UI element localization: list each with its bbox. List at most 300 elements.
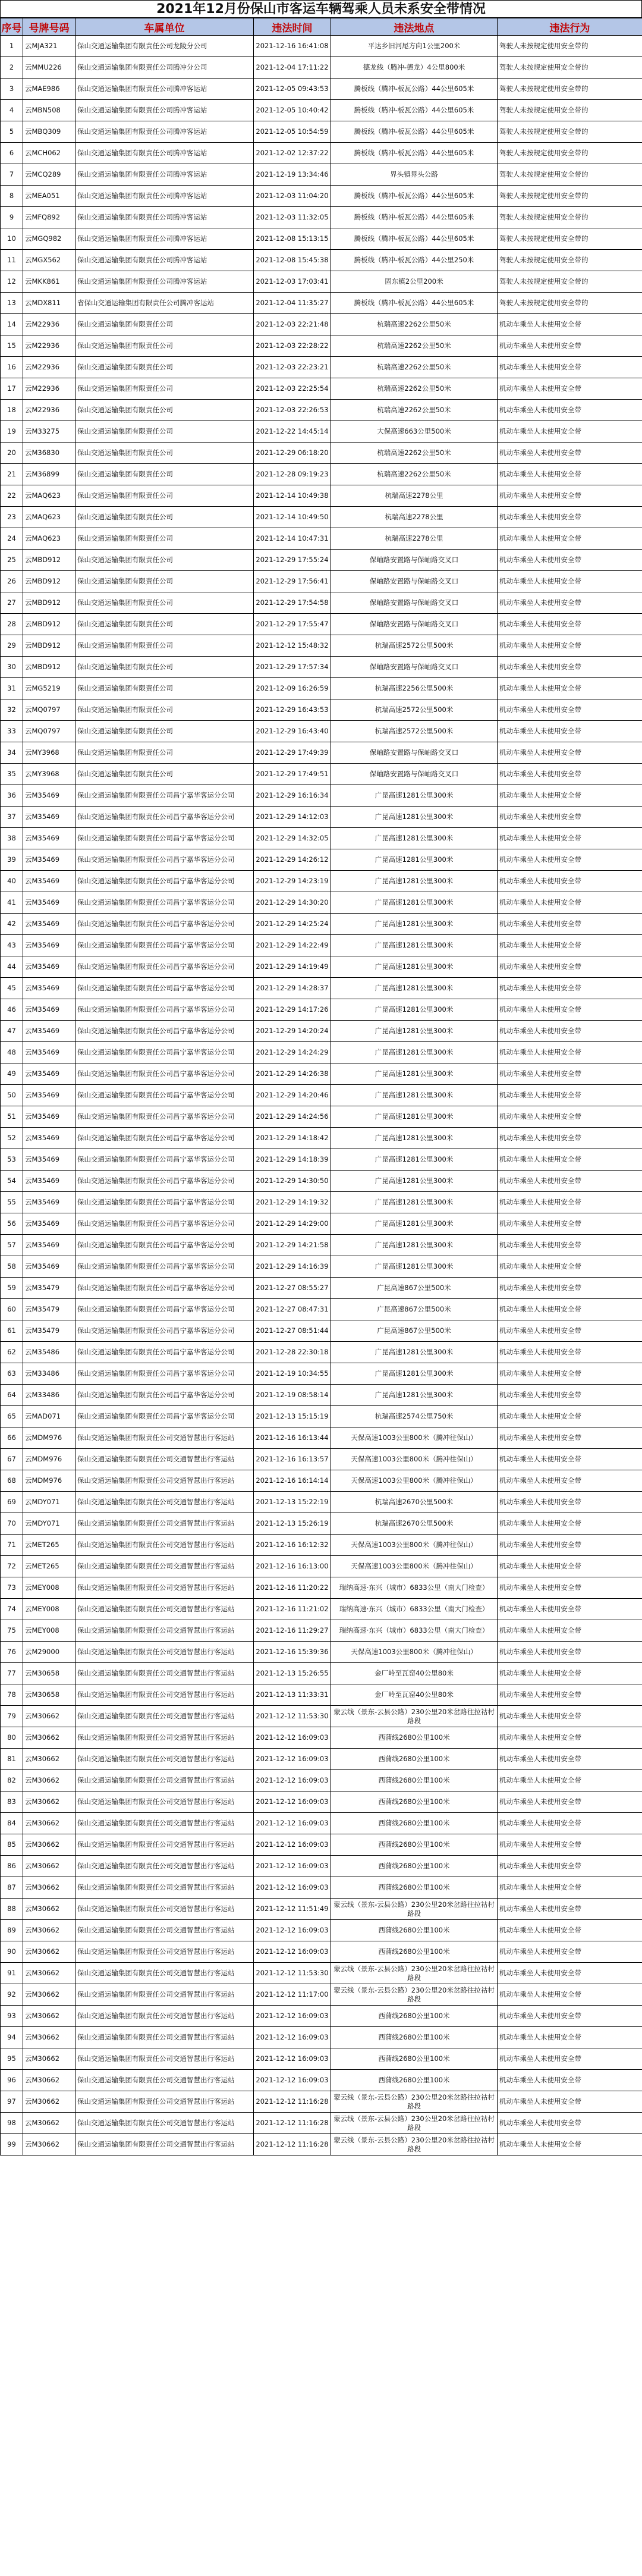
cell-plate: 云M22936 [23, 378, 75, 400]
table-row [1, 1899, 642, 1920]
cell-time: 2021-12-16 15:39:36 [254, 1642, 331, 1663]
table-row [1, 485, 642, 507]
cell-time: 2021-12-12 11:16:28 [254, 2113, 331, 2134]
cell-violation: 驾驶人未按规定使用安全带的 [498, 164, 642, 186]
cell-time: 2021-12-29 14:12:03 [254, 807, 331, 828]
cell-location: 广昆高速1281公里300米 [331, 999, 498, 1021]
violation-table [0, 18, 642, 2155]
cell-plate: 云M35469 [23, 956, 75, 978]
table-row [1, 1021, 642, 1042]
cell-location: 蒙云线（景东-云县公路）230公里20米岔路往拉祜村路段 [331, 2134, 498, 2155]
cell-index: 88 [1, 1899, 23, 1920]
cell-plate: 云MQ0797 [23, 721, 75, 742]
cell-time: 2021-12-03 22:28:22 [254, 335, 331, 357]
cell-violation: 机动车乘坐人未使用安全带 [498, 2027, 642, 2048]
cell-plate: 云M30662 [23, 1984, 75, 2006]
cell-unit: 保山交通运输集团有限责任公司交通智慧出行客运站 [75, 1449, 254, 1470]
cell-time: 2021-12-28 09:19:23 [254, 464, 331, 485]
cell-plate: 云M30662 [23, 1706, 75, 1727]
cell-unit: 保山交通运输集团有限责任公司交通智慧出行客运站 [75, 1770, 254, 1791]
cell-location: 杭瑞高速2262公里50米 [331, 464, 498, 485]
cell-time: 2021-12-29 14:24:56 [254, 1106, 331, 1128]
cell-violation: 机动车乘坐人未使用安全带 [498, 1941, 642, 1963]
cell-unit: 保山交通运输集团有限责任公司腾冲客运站 [75, 228, 254, 250]
table-row [1, 528, 642, 550]
cell-index: 93 [1, 2006, 23, 2027]
cell-unit: 保山交通运输集团有限责任公司交通智慧出行客运站 [75, 2006, 254, 2027]
cell-unit: 保山交通运输集团有限责任公司 [75, 699, 254, 721]
table-row [1, 699, 642, 721]
cell-unit: 保山交通运输集团有限责任公司昌宁嘉华客运分公司 [75, 1406, 254, 1427]
cell-plate: 云M30662 [23, 1834, 75, 1856]
cell-index: 56 [1, 1213, 23, 1235]
cell-plate: 云M22936 [23, 400, 75, 421]
table-row [1, 1213, 642, 1235]
cell-index: 45 [1, 978, 23, 999]
cell-index: 25 [1, 550, 23, 571]
table-row [1, 1299, 642, 1320]
cell-plate: 云M30662 [23, 1856, 75, 1877]
cell-plate: 云MAQ623 [23, 507, 75, 528]
cell-unit: 保山交通运输集团有限责任公司交通智慧出行客运站 [75, 1577, 254, 1599]
cell-unit: 保山交通运输集团有限责任公司昌宁嘉华客运分公司 [75, 1149, 254, 1171]
cell-time: 2021-12-12 16:09:03 [254, 1727, 331, 1749]
cell-plate: 云M33275 [23, 421, 75, 443]
col-header-index: 序号 [1, 18, 23, 36]
cell-unit: 保山交通运输集团有限责任公司 [75, 314, 254, 335]
cell-violation: 机动车乘坐人未使用安全带 [498, 1021, 642, 1042]
cell-index: 72 [1, 1556, 23, 1577]
cell-violation: 机动车乘坐人未使用安全带 [498, 1320, 642, 1342]
cell-unit: 保山交通运输集团有限责任公司 [75, 335, 254, 357]
cell-location: 广昆高速1281公里300米 [331, 1171, 498, 1192]
table-row [1, 1042, 642, 1063]
cell-unit: 保山交通运输集团有限责任公司交通智慧出行客运站 [75, 2134, 254, 2155]
cell-location: 天保高速1003公里800米（腾冲往保山） [331, 1449, 498, 1470]
cell-time: 2021-12-05 09:43:53 [254, 79, 331, 100]
cell-time: 2021-12-13 15:22:19 [254, 1492, 331, 1513]
cell-location: 西蒲线2680公里100米 [331, 1770, 498, 1791]
cell-index: 57 [1, 1235, 23, 1256]
cell-time: 2021-12-04 11:35:27 [254, 293, 331, 314]
cell-violation: 机动车乘坐人未使用安全带 [498, 1085, 642, 1106]
table-row [1, 1449, 642, 1470]
cell-unit: 保山交通运输集团有限责任公司 [75, 721, 254, 742]
cell-location: 广昆高速1281公里300米 [331, 935, 498, 956]
cell-index: 53 [1, 1149, 23, 1171]
cell-unit: 保山交通运输集团有限责任公司昌宁嘉华客运分公司 [75, 828, 254, 849]
cell-location: 广昆高速1281公里300米 [331, 1149, 498, 1171]
cell-plate: 云MGX562 [23, 250, 75, 271]
cell-unit: 保山交通运输集团有限责任公司交通智慧出行客运站 [75, 1920, 254, 1941]
cell-location: 西蒲线2680公里100米 [331, 1749, 498, 1770]
cell-violation: 机动车乘坐人未使用安全带 [498, 635, 642, 657]
cell-unit: 保山交通运输集团有限责任公司龙陵分公司 [75, 36, 254, 57]
cell-violation: 机动车乘坐人未使用安全带 [498, 1513, 642, 1535]
cell-violation: 机动车乘坐人未使用安全带 [498, 1770, 642, 1791]
cell-time: 2021-12-12 11:53:30 [254, 1706, 331, 1727]
cell-unit: 保山交通运输集团有限责任公司交通智慧出行客运站 [75, 1513, 254, 1535]
cell-unit: 保山交通运输集团有限责任公司昌宁嘉华客运分公司 [75, 1342, 254, 1363]
cell-location: 广昆高速1281公里300米 [331, 956, 498, 978]
cell-violation: 机动车乘坐人未使用安全带 [498, 1256, 642, 1278]
cell-plate: 云MET265 [23, 1535, 75, 1556]
cell-index: 11 [1, 250, 23, 271]
cell-time: 2021-12-04 17:11:22 [254, 57, 331, 79]
table-row [1, 186, 642, 207]
cell-index: 58 [1, 1256, 23, 1278]
cell-time: 2021-12-12 11:51:49 [254, 1899, 331, 1920]
cell-time: 2021-12-29 16:16:34 [254, 785, 331, 807]
cell-index: 24 [1, 528, 23, 550]
cell-plate: 云M33486 [23, 1363, 75, 1385]
cell-location: 西蒲线2680公里100米 [331, 1877, 498, 1899]
table-row [1, 1278, 642, 1299]
cell-index: 31 [1, 678, 23, 699]
cell-location: 西蒲线2680公里100米 [331, 2006, 498, 2027]
cell-unit: 保山交通运输集团有限责任公司昌宁嘉华客运分公司 [75, 1385, 254, 1406]
cell-violation: 机动车乘坐人未使用安全带 [498, 400, 642, 421]
table-row [1, 1063, 642, 1085]
cell-unit: 保山交通运输集团有限责任公司昌宁嘉华客运分公司 [75, 1192, 254, 1213]
cell-unit: 保山交通运输集团有限责任公司腾冲客运站 [75, 79, 254, 100]
col-header-location: 违法地点 [331, 18, 498, 36]
table-row [1, 1470, 642, 1492]
cell-plate: 云MBD912 [23, 550, 75, 571]
cell-index: 37 [1, 807, 23, 828]
table-row [1, 1620, 642, 1642]
cell-index: 67 [1, 1449, 23, 1470]
cell-plate: 云M35469 [23, 1256, 75, 1278]
cell-unit: 保山交通运输集团有限责任公司 [75, 421, 254, 443]
cell-time: 2021-12-13 11:33:31 [254, 1684, 331, 1706]
cell-time: 2021-12-13 15:15:19 [254, 1406, 331, 1427]
table-row [1, 2070, 642, 2091]
table-row [1, 1085, 642, 1106]
table-row [1, 314, 642, 335]
table-row [1, 293, 642, 314]
cell-time: 2021-12-16 11:20:22 [254, 1577, 331, 1599]
cell-index: 94 [1, 2027, 23, 2048]
cell-location: 腾板线（腾冲-板瓦公路）44公里605米 [331, 100, 498, 121]
cell-unit: 保山交通运输集团有限责任公司交通智慧出行客运站 [75, 2070, 254, 2091]
cell-violation: 机动车乘坐人未使用安全带 [498, 764, 642, 785]
table-row [1, 464, 642, 485]
cell-index: 5 [1, 121, 23, 143]
cell-plate: 云M35479 [23, 1320, 75, 1342]
cell-violation: 机动车乘坐人未使用安全带 [498, 2091, 642, 2113]
table-row [1, 807, 642, 828]
cell-plate: 云M35469 [23, 1042, 75, 1063]
cell-violation: 机动车乘坐人未使用安全带 [498, 1663, 642, 1684]
cell-time: 2021-12-03 22:21:48 [254, 314, 331, 335]
cell-unit: 保山交通运输集团有限责任公司交通智慧出行客运站 [75, 1899, 254, 1920]
cell-index: 30 [1, 657, 23, 678]
cell-unit: 保山交通运输集团有限责任公司 [75, 378, 254, 400]
cell-time: 2021-12-29 14:21:58 [254, 1235, 331, 1256]
cell-plate: 云M30662 [23, 2134, 75, 2155]
cell-index: 17 [1, 378, 23, 400]
table-row [1, 1706, 642, 1727]
cell-violation: 机动车乘坐人未使用安全带 [498, 2048, 642, 2070]
cell-unit: 保山交通运输集团有限责任公司腾冲客运站 [75, 186, 254, 207]
cell-index: 47 [1, 1021, 23, 1042]
cell-plate: 云M35469 [23, 1192, 75, 1213]
cell-location: 西蒲线2680公里100米 [331, 2048, 498, 2070]
cell-violation: 驾驶人未按规定使用安全带的 [498, 271, 642, 293]
cell-index: 51 [1, 1106, 23, 1128]
cell-plate: 云M35469 [23, 1021, 75, 1042]
cell-plate: 云M22936 [23, 314, 75, 335]
cell-plate: 云M30662 [23, 1941, 75, 1963]
cell-unit: 保山交通运输集团有限责任公司 [75, 528, 254, 550]
cell-location: 腾板线（腾冲-板瓦公路）44公里250米 [331, 250, 498, 271]
cell-unit: 保山交通运输集团有限责任公司昌宁嘉华客运分公司 [75, 1042, 254, 1063]
cell-violation: 机动车乘坐人未使用安全带 [498, 1235, 642, 1256]
cell-time: 2021-12-29 14:16:39 [254, 1256, 331, 1278]
cell-index: 95 [1, 2048, 23, 2070]
cell-violation: 机动车乘坐人未使用安全带 [498, 571, 642, 592]
cell-plate: 云M30662 [23, 1770, 75, 1791]
cell-unit: 保山交通运输集团有限责任公司 [75, 550, 254, 571]
cell-unit: 保山交通运输集团有限责任公司昌宁嘉华客运分公司 [75, 892, 254, 914]
cell-violation: 机动车乘坐人未使用安全带 [498, 1856, 642, 1877]
cell-index: 66 [1, 1427, 23, 1449]
cell-time: 2021-12-29 16:43:53 [254, 699, 331, 721]
cell-unit: 保山交通运输集团有限责任公司交通智慧出行客运站 [75, 2113, 254, 2134]
table-row [1, 1941, 642, 1963]
cell-time: 2021-12-12 16:09:03 [254, 1941, 331, 1963]
cell-index: 18 [1, 400, 23, 421]
cell-unit: 保山交通运输集团有限责任公司交通智慧出行客运站 [75, 1599, 254, 1620]
cell-plate: 云MAE986 [23, 79, 75, 100]
cell-time: 2021-12-03 22:23:21 [254, 357, 331, 378]
cell-unit: 保山交通运输集团有限责任公司昌宁嘉华客运分公司 [75, 871, 254, 892]
cell-violation: 驾驶人未按规定使用安全带的 [498, 36, 642, 57]
cell-plate: 云M36830 [23, 443, 75, 464]
cell-time: 2021-12-03 11:32:05 [254, 207, 331, 228]
cell-violation: 驾驶人未按规定使用安全带的 [498, 207, 642, 228]
cell-unit: 保山交通运输集团有限责任公司昌宁嘉华客运分公司 [75, 849, 254, 871]
cell-index: 34 [1, 742, 23, 764]
cell-violation: 机动车乘坐人未使用安全带 [498, 2113, 642, 2134]
cell-time: 2021-12-29 14:24:29 [254, 1042, 331, 1063]
cell-location: 天保高速1003公里800米（腾冲往保山） [331, 1470, 498, 1492]
cell-index: 36 [1, 785, 23, 807]
cell-plate: 云MBD912 [23, 571, 75, 592]
table-row [1, 785, 642, 807]
cell-plate: 云M30658 [23, 1684, 75, 1706]
cell-violation: 驾驶人未按规定使用安全带的 [498, 228, 642, 250]
cell-time: 2021-12-29 14:29:00 [254, 1213, 331, 1235]
cell-time: 2021-12-12 16:09:03 [254, 2070, 331, 2091]
table-row [1, 1749, 642, 1770]
cell-plate: 云M35469 [23, 914, 75, 935]
sheet-title: 2021年12月份保山市客运车辆驾乘人员未系安全带情况 [0, 0, 642, 18]
cell-index: 90 [1, 1941, 23, 1963]
cell-unit: 保山交通运输集团有限责任公司腾冲客运站 [75, 121, 254, 143]
cell-location: 腾板线（腾冲-板瓦公路）44公里605米 [331, 207, 498, 228]
cell-location: 广昆高速1281公里300米 [331, 1042, 498, 1063]
cell-unit: 保山交通运输集团有限责任公司昌宁嘉华客运分公司 [75, 1085, 254, 1106]
cell-violation: 机动车乘坐人未使用安全带 [498, 1042, 642, 1063]
table-row [1, 378, 642, 400]
table-row [1, 849, 642, 871]
cell-violation: 机动车乘坐人未使用安全带 [498, 464, 642, 485]
cell-plate: 云M35469 [23, 892, 75, 914]
cell-index: 70 [1, 1513, 23, 1535]
cell-index: 44 [1, 956, 23, 978]
cell-index: 73 [1, 1577, 23, 1599]
table-row [1, 592, 642, 614]
cell-location: 天保高速1003公里800米（腾冲往保山） [331, 1556, 498, 1577]
cell-unit: 保山交通运输集团有限责任公司交通智慧出行客运站 [75, 1984, 254, 2006]
cell-violation: 机动车乘坐人未使用安全带 [498, 1813, 642, 1834]
cell-index: 12 [1, 271, 23, 293]
cell-unit: 保山交通运输集团有限责任公司 [75, 592, 254, 614]
cell-time: 2021-12-14 10:47:31 [254, 528, 331, 550]
cell-unit: 保山交通运输集团有限责任公司交通智慧出行客运站 [75, 1706, 254, 1727]
cell-index: 98 [1, 2113, 23, 2134]
cell-location: 金厂岭至瓦窑40公里80米 [331, 1663, 498, 1684]
cell-location: 广昆高速867公里500米 [331, 1299, 498, 1320]
table-row [1, 36, 642, 57]
cell-index: 10 [1, 228, 23, 250]
cell-plate: 云M35469 [23, 1213, 75, 1235]
cell-violation: 机动车乘坐人未使用安全带 [498, 914, 642, 935]
cell-plate: 云M30662 [23, 2091, 75, 2113]
table-row [1, 1791, 642, 1813]
cell-plate: 云MY3968 [23, 764, 75, 785]
table-row [1, 443, 642, 464]
cell-index: 43 [1, 935, 23, 956]
cell-time: 2021-12-12 15:48:32 [254, 635, 331, 657]
cell-time: 2021-12-29 14:18:39 [254, 1149, 331, 1171]
cell-violation: 驾驶人未按规定使用安全带的 [498, 79, 642, 100]
cell-index: 87 [1, 1877, 23, 1899]
cell-location: 杭瑞高速2572公里500米 [331, 721, 498, 742]
table-row [1, 1128, 642, 1149]
cell-index: 48 [1, 1042, 23, 1063]
cell-location: 蒙云线（景东-云县公路）230公里20米岔路往拉祜村路段 [331, 1706, 498, 1727]
cell-violation: 机动车乘坐人未使用安全带 [498, 1149, 642, 1171]
cell-plate: 云M36899 [23, 464, 75, 485]
cell-time: 2021-12-08 15:13:15 [254, 228, 331, 250]
cell-unit: 保山交通运输集团有限责任公司昌宁嘉华客运分公司 [75, 1299, 254, 1320]
cell-violation: 机动车乘坐人未使用安全带 [498, 1620, 642, 1642]
cell-plate: 云M35469 [23, 1085, 75, 1106]
cell-location: 蒙云线（景东-云县公路）230公里20米岔路往拉祜村路段 [331, 1963, 498, 1984]
cell-time: 2021-12-12 16:09:03 [254, 1877, 331, 1899]
cell-location: 蒙云线（景东-云县公路）230公里20米岔路往拉祜村路段 [331, 2091, 498, 2113]
cell-violation: 机动车乘坐人未使用安全带 [498, 443, 642, 464]
cell-time: 2021-12-12 16:09:03 [254, 2006, 331, 2027]
cell-time: 2021-12-12 16:09:03 [254, 1813, 331, 1834]
cell-location: 广昆高速1281公里300米 [331, 892, 498, 914]
cell-location: 蒙云线（景东-云县公路）230公里20米岔路往拉祜村路段 [331, 1899, 498, 1920]
cell-violation: 机动车乘坐人未使用安全带 [498, 1385, 642, 1406]
cell-violation: 机动车乘坐人未使用安全带 [498, 999, 642, 1021]
table-row [1, 914, 642, 935]
cell-location: 杭瑞高速2670公里500米 [331, 1492, 498, 1513]
cell-plate: 云MG5219 [23, 678, 75, 699]
cell-unit: 保山交通运输集团有限责任公司交通智慧出行客运站 [75, 1535, 254, 1556]
cell-location: 西蒲线2680公里100米 [331, 1941, 498, 1963]
col-header-unit: 车属单位 [75, 18, 254, 36]
cell-violation: 机动车乘坐人未使用安全带 [498, 935, 642, 956]
cell-location: 广昆高速1281公里300米 [331, 849, 498, 871]
cell-time: 2021-12-29 14:20:24 [254, 1021, 331, 1042]
table-row [1, 507, 642, 528]
table-row [1, 1320, 642, 1342]
cell-violation: 机动车乘坐人未使用安全带 [498, 1642, 642, 1663]
cell-unit: 保山交通运输集团有限责任公司交通智慧出行客运站 [75, 1492, 254, 1513]
cell-violation: 机动车乘坐人未使用安全带 [498, 528, 642, 550]
cell-time: 2021-12-05 10:54:59 [254, 121, 331, 143]
cell-location: 保岫路安置路与保岫路交叉口 [331, 550, 498, 571]
cell-violation: 驾驶人未按规定使用安全带的 [498, 293, 642, 314]
cell-unit: 保山交通运输集团有限责任公司腾冲客运站 [75, 271, 254, 293]
cell-violation: 机动车乘坐人未使用安全带 [498, 1791, 642, 1813]
cell-location: 广昆高速867公里500米 [331, 1320, 498, 1342]
cell-location: 广昆高速1281公里300米 [331, 1256, 498, 1278]
cell-time: 2021-12-29 17:56:41 [254, 571, 331, 592]
cell-time: 2021-12-05 10:40:42 [254, 100, 331, 121]
cell-time: 2021-12-29 14:23:19 [254, 871, 331, 892]
cell-time: 2021-12-16 16:14:14 [254, 1470, 331, 1492]
table-row [1, 207, 642, 228]
cell-plate: 云M35469 [23, 978, 75, 999]
cell-plate: 云MBD912 [23, 657, 75, 678]
table-row [1, 1834, 642, 1856]
cell-unit: 省保山交通运输集团有限责任公司腾冲客运站 [75, 293, 254, 314]
cell-violation: 机动车乘坐人未使用安全带 [498, 1063, 642, 1085]
cell-location: 杭瑞高速2670公里500米 [331, 1513, 498, 1535]
cell-index: 6 [1, 143, 23, 164]
cell-violation: 机动车乘坐人未使用安全带 [498, 1363, 642, 1385]
table-row [1, 1963, 642, 1984]
cell-location: 杭瑞高速2574公里750米 [331, 1406, 498, 1427]
cell-index: 69 [1, 1492, 23, 1513]
cell-index: 74 [1, 1599, 23, 1620]
cell-time: 2021-12-27 08:55:27 [254, 1278, 331, 1299]
table-row [1, 1684, 642, 1706]
table-row [1, 421, 642, 443]
cell-index: 80 [1, 1727, 23, 1749]
table-row [1, 892, 642, 914]
cell-unit: 保山交通运输集团有限责任公司腾冲客运站 [75, 164, 254, 186]
cell-unit: 保山交通运输集团有限责任公司 [75, 742, 254, 764]
col-header-plate: 号牌号码 [23, 18, 75, 36]
table-row [1, 143, 642, 164]
cell-unit: 保山交通运输集团有限责任公司昌宁嘉华客运分公司 [75, 956, 254, 978]
table-row [1, 1363, 642, 1385]
cell-location: 保岫路安置路与保岫路交叉口 [331, 592, 498, 614]
table-row [1, 1877, 642, 1899]
cell-unit: 保山交通运输集团有限责任公司 [75, 635, 254, 657]
cell-time: 2021-12-14 10:49:38 [254, 485, 331, 507]
cell-unit: 保山交通运输集团有限责任公司交通智慧出行客运站 [75, 2091, 254, 2113]
cell-location: 保岫路安置路与保岫路交叉口 [331, 571, 498, 592]
cell-violation: 机动车乘坐人未使用安全带 [498, 1128, 642, 1149]
table-row [1, 999, 642, 1021]
cell-location: 广昆高速1281公里300米 [331, 1192, 498, 1213]
table-row [1, 1813, 642, 1834]
cell-violation: 机动车乘坐人未使用安全带 [498, 2070, 642, 2091]
cell-index: 39 [1, 849, 23, 871]
table-row [1, 1920, 642, 1941]
cell-plate: 云M30662 [23, 1791, 75, 1813]
